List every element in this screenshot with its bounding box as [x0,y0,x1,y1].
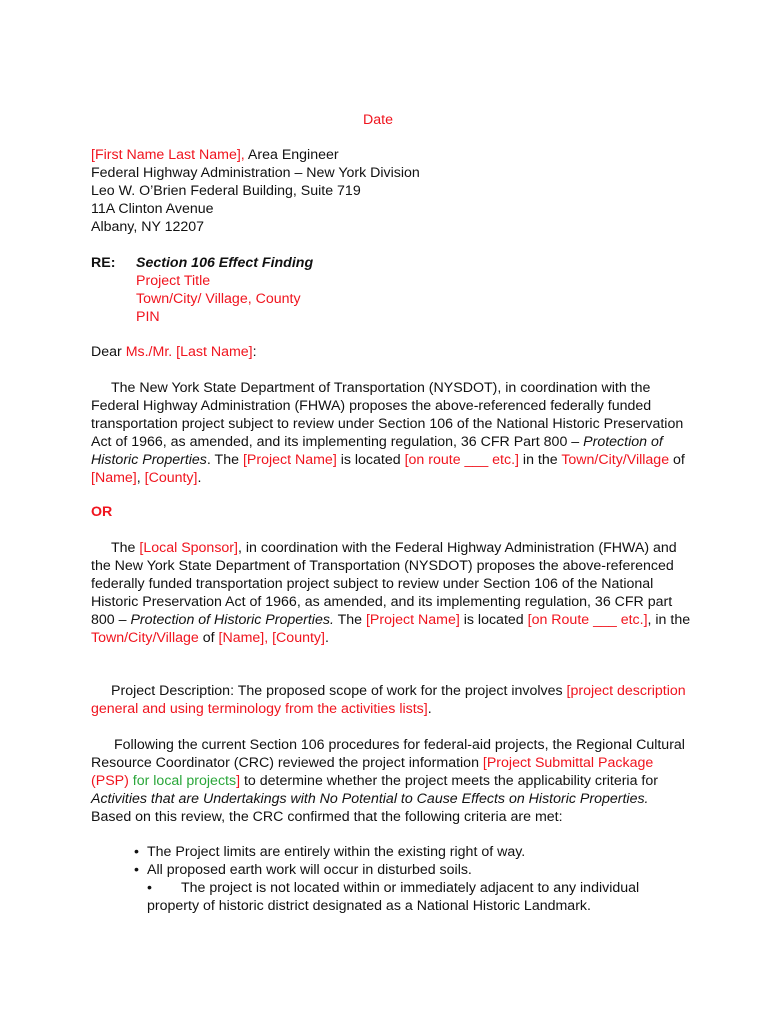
p4-placeholder: ] [236,772,241,789]
paragraph-project-description [91,683,691,719]
p2-text: of [198,629,219,646]
p4-italic: Activities that are Undertakings with No Potential to Cause Effects on Historic Properties. [91,790,649,807]
p3-placeholder: [project description general and using terminology from the activities lists] [91,683,686,717]
p2-placeholder: [on Route ___ etc.] [527,611,648,628]
salutation-prefix: Dear [91,344,126,360]
bullet-icon: • [134,861,139,878]
re-location: Town/City/ Village, County [136,290,301,307]
recipient-address [91,147,691,237]
re-subject: Section 106 Effect Finding [136,255,314,271]
address-line-building: Leo W. O’Brien Federal Building, Suite 719 [91,182,361,199]
re-label: RE: [91,255,116,271]
date-placeholder: Date [363,112,393,128]
criteria-text: The Project limits are entirely within the existing right of way. [147,844,526,860]
criteria-list [134,844,694,916]
p4-local-note: for local projects [132,772,237,789]
salutation [91,344,691,362]
re-block [136,255,313,327]
criteria-text: All proposed earth work will occur in disturbed soils. [147,861,472,878]
p1-placeholder: [on route ___ etc.] [404,451,519,468]
p2-text: . [324,629,329,646]
p1-placeholder: [Name] [91,469,137,486]
p1-text: , [136,469,145,486]
bullet-icon: • [147,879,152,896]
p2-placeholder: [Local Sponsor] [139,540,238,556]
p2-placeholder: [Name], [County] [218,629,325,646]
p2-text: , in coordination with the Federal Highway Administration (FHWA) and the New York State Department of Transportation (NYSDOT) proposes the above-referenced federally funded transportation project subject to review under Section 106 of the National Historic Preservation Act of 1966, as amended, and its implementing regulation, 36 CFR part 800 – [91,540,677,628]
salutation-name-placeholder: Ms./Mr. [Last Name] [125,344,253,360]
p2-text: , in the [647,611,691,628]
p1-italic: Protection of Historic Properties [91,433,663,468]
paragraph-crc-review [91,737,691,827]
paragraph-nysdot [91,380,691,487]
p1-placeholder: [Project Name] [242,451,337,468]
p4-text: Based on this review, the CRC confirmed that the following criteria are met: [91,808,563,825]
recipient-name-placeholder: [First Name Last Name], [91,147,245,163]
list-item [134,862,694,880]
p1-text: . The [206,451,243,468]
p4-text: Following the current Section 106 procedures for federal-aid projects, the Regional Cultural Resource Coordinator (CRC) reviewed the project information [91,737,685,771]
list-item [134,880,687,916]
p1-placeholder: Town/City/Village [561,451,670,468]
salutation-colon: : [252,344,257,360]
recipient-name-line [91,147,691,165]
p1-text: in the [518,451,562,468]
p2-text: The [111,540,140,556]
address-line-city: Albany, NY 12207 [91,218,205,235]
p2-placeholder: Town/City/Village [91,629,199,646]
p4-text: to determine whether the project meets the applicability criteria for [240,772,658,789]
p3-text: Project Description: The proposed scope of work for the project involves [111,683,567,699]
p1-text: is located [336,451,405,468]
recipient-title: Area Engineer [244,147,339,163]
p1-placeholder: [County] [144,469,198,486]
criteria-text: The project is not located within or immediately adjacent to any individual property of historic district designated as a National Historic Landmark. [147,879,640,914]
address-line-agency: Federal Highway Administration – New York Division [91,164,420,181]
or-label: OR [91,504,113,520]
p1-text: . [197,469,202,486]
p2-italic: Protection of Historic Properties. [130,611,334,628]
re-project-title: Project Title [136,272,211,289]
p2-text: is located [459,611,528,628]
re-pin: PIN [136,308,160,325]
p1-text: of [669,451,685,468]
p2-text: The [333,611,366,628]
list-item [134,844,694,862]
p3-text: . [427,700,432,717]
bullet-icon: • [134,844,139,860]
p4-placeholder: [Project Submittal Package (PSP) [91,754,654,789]
p2-placeholder: [Project Name] [365,611,460,628]
paragraph-local-sponsor [91,540,691,647]
address-line-street: 11A Clinton Avenue [91,200,214,217]
p1-text: The New York State Department of Transportation (NYSDOT), in coordination with the Federal Highway Administration (FHWA) proposes the above-referenced federally funded transportation project subject to review under Section 106 of the National Historic Preservation Act of 1966, as amended, and its implementing regulation, 36 CFR Part 800 – [91,380,684,450]
